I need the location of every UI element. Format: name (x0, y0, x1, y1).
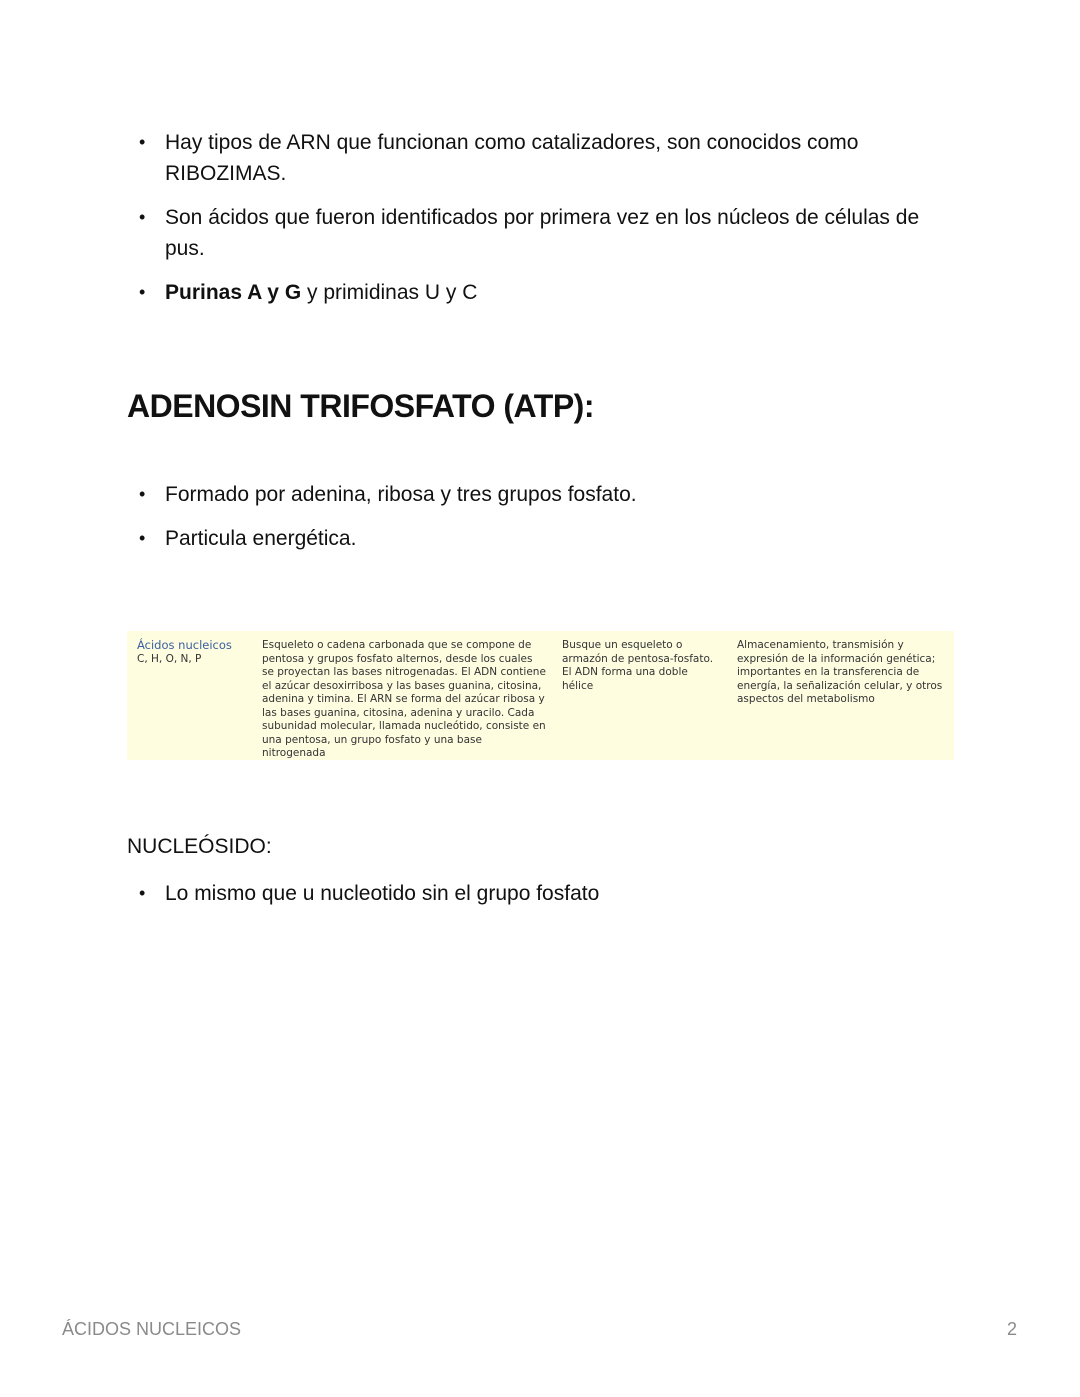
bullet-icon: • (139, 484, 146, 504)
bullet-icon: • (139, 132, 146, 152)
list-item-text: Particula energética. (165, 527, 357, 550)
bullet-list-rna (127, 127, 955, 321)
bullet-icon: • (139, 207, 146, 227)
bullet-list-atp (127, 479, 955, 567)
list-item (127, 202, 955, 264)
list-item (127, 523, 955, 554)
bullet-icon: • (139, 883, 146, 903)
page-number: 2 (1006, 1319, 1017, 1339)
bullet-list-nucleosido (127, 878, 955, 909)
table-cell-function: Almacenamiento, transmisión y expresión de la información genética; importantes en la transferencia de energía, la señalización celular, y otros aspectos del metabolismo (737, 639, 943, 705)
bullet-icon: • (139, 282, 146, 302)
nucleosido-label: NUCLEÓSIDO: (127, 835, 272, 858)
table-cell-identification: Busque un esqueleto o armazón de pentosa-fosfato. El ADN forma una doble hélice (562, 639, 714, 692)
list-item-text: Purinas A y G (165, 281, 302, 304)
nucleic-acids-table-image (127, 631, 954, 760)
list-item (127, 127, 955, 189)
table-cell-structure: Esqueleto o cadena carbonada que se compone de pentosa y grupos fosfato alternos, desde los cuales se proyectan las bases nitrogenadas. El ADN contiene el azúcar desoxirribosa y las bases guanina, citosina, adenina y timina. El ARN se forma del azúcar ribosa y las bases guanina, citosina, adenina y uracilo. Cada subunidad molecular, llamada nucleótido, consiste en una pentosa, un grupo fosfato y una base nitrogenada (262, 639, 546, 759)
list-item (127, 878, 955, 909)
list-item-text: Lo mismo que u nucleotido sin el grupo fosfato (165, 882, 600, 905)
list-item (127, 277, 955, 308)
list-item-text: Formado por adenina, ribosa y tres grupos fosfato. (165, 483, 637, 506)
table-elements: C, H, O, N, P (137, 652, 202, 665)
list-item-text: y primidinas U y C (301, 281, 478, 304)
bullet-icon: • (139, 528, 146, 548)
table-title: Ácidos nucleicos (137, 638, 232, 652)
list-item (127, 479, 955, 510)
table-cell-name (137, 639, 257, 666)
list-item-text: Son ácidos que fueron identificados por primera vez en los núcleos de células de pus. (165, 206, 920, 260)
section-heading-atp: ADENOSIN TRIFOSFATO (ATP): (127, 388, 594, 424)
list-item-text: Hay tipos de ARN que funcionan como catalizadores, son conocidos como RIBOZIMAS. (165, 131, 859, 185)
footer-title: ÁCIDOS NUCLEICOS (62, 1319, 242, 1339)
